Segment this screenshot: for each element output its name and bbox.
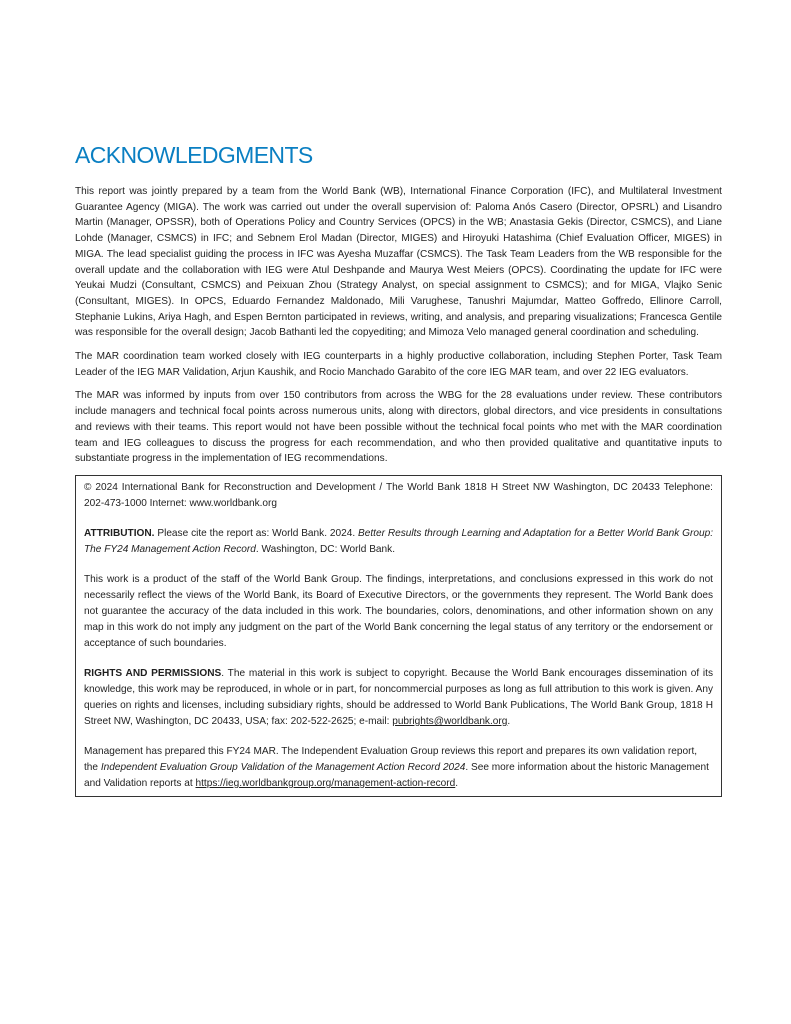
acknowledgments-body	[75, 184, 722, 467]
paragraph-team: This report was jointly prepared by a team from the World Bank (WB), International Finance Corporation (IFC), and Multilateral Investment Guarantee Agency (MIGA). The work was carried out under the overall supervision of: Paloma Anós Casero (Director, OPSRL) and Lisandro Martin (Manager, OPSSR), both of Operations Policy and Country Services (OPCS) in the WB; Anastasia Gekis (Director, CSMCS), and Liane Lohde (Manager, CSMCS) in IFC; and Sebnem Erol Madan (Director, MIGES) and Hiroyuki Hatashima (Chief Evaluation Officer, MIGES) in MIGA. The lead specialist guiding the process in IFC was Ayesha Muzaffar (CSMCS). The Task Team Leaders from the WB responsible for the overall update and the collaboration with IEG were Atul Deshpande and Maurya West Meiers (OPCS). Coordinating the update for IFC were Yeukai Mudzi (Consultant, CSMCS) and Peixuan Zhou (Strategy Analyst, on special assignment to CSMCS); and for MIGA, Vlajko Senic (Consultant, MIGES). In OPCS, Eduardo Fernandez Maldonado, Mili Varughese, Tanushri Majumdar, Matteo Goffredo, Ellinore Carroll, Stephanie Lukins, Ariya Hagh, and Espen Bernton participated in reviews, writing, and analysis, and preparing visualizations; Francesca Gentile was responsible for the overall design; Jacob Bathanti led the copyediting; and Mimoza Velo managed general coordination and scheduling.	[75, 186, 722, 339]
management-pre: Management has prepared this FY24 MAR. The Independent Evaluation Group reviews this report and prepares its own validation report, the	[84, 745, 698, 773]
paragraph-coordination: The MAR coordination team worked closely with IEG counterparts in a highly productive collaboration, including Stephen Porter, Task Team Leader of the IEG MAR Validation, Arjun Kaushik, and Rocio Manchado Garabito of the core IEG MAR team, and over 22 IEG evaluators.	[75, 351, 722, 378]
paragraph-contributors: The MAR was informed by inputs from over 150 contributors from across the WBG for the 28 evaluations under review. These contributors include managers and technical focal points across numerous units, along with directors, global directors, and vice presidents in consultations and reviews with their teams. This report would not have been possible without the technical focal points who met with the MAR coordination team and IEG colleagues to discuss the progress for each recommendation, and who then provided qualitative and quantitative inputs to substantiate progress in the implementation of IEG recommendations.	[75, 390, 722, 465]
rights-text: . The material in this work is subject to copyright. Because the World Bank encourages dissemination of its knowledge, this work may be reproduced, in whole or in part, for noncommercial purposes as long as full attribution to this work is given. Any queries on rights and licenses, including subsidiary rights, should be addressed to World Bank Publications, The World Bank Group, 1818 H Street NW, Washington, DC 20433, USA; fax: 202-522-2625; e-mail:	[84, 667, 714, 727]
copyright-box	[75, 475, 722, 797]
attribution-paragraph	[84, 526, 713, 558]
attribution-label: ATTRIBUTION.	[84, 527, 155, 539]
attribution-title: Better Results through Learning and Adaptation for a Better World Bank Group: The FY24 Management Action Record	[84, 527, 714, 555]
management-mid: . See more information about the historic Management and Validation reports at	[84, 761, 709, 789]
management-end: .	[455, 777, 459, 789]
copyright-notice: © 2024 International Bank for Reconstruction and Development / The World Bank 1818 H Street NW Washington, DC 20433 Telephone: 202-473-1000 Internet: www.worldbank.org	[84, 481, 713, 509]
disclaimer-paragraph: This work is a product of the staff of the World Bank Group. The findings, interpretations, and conclusions expressed in this work do not necessarily reflect the views of the World Bank, its Board of Executive Directors, or the governments they represent. The World Bank does not guarantee the accuracy of the data included in this work. The boundaries, colors, denominations, and other information shown on any map in this work do not imply any judgment on the part of the World Bank concerning the legal status of any territory or the endorsement or acceptance of such boundaries.	[84, 573, 713, 649]
page-title: ACKNOWLEDGMENTS	[75, 142, 313, 168]
management-action-record-link[interactable]: https://ieg.worldbankgroup.org/management-action-record	[195, 777, 456, 789]
attribution-post: . Washington, DC: World Bank.	[255, 543, 395, 555]
acknowledgments-page	[75, 140, 722, 797]
rights-label: RIGHTS AND PERMISSIONS	[84, 667, 222, 679]
attribution-pre: Please cite the report as: World Bank. 2024.	[154, 527, 359, 539]
management-paragraph	[84, 744, 713, 792]
rights-email-link[interactable]: pubrights@worldbank.org	[392, 715, 508, 727]
rights-paragraph	[84, 666, 713, 730]
management-validation-title: Independent Evaluation Group Validation of the Management Action Record 2024	[100, 761, 466, 773]
rights-end: .	[507, 715, 511, 727]
